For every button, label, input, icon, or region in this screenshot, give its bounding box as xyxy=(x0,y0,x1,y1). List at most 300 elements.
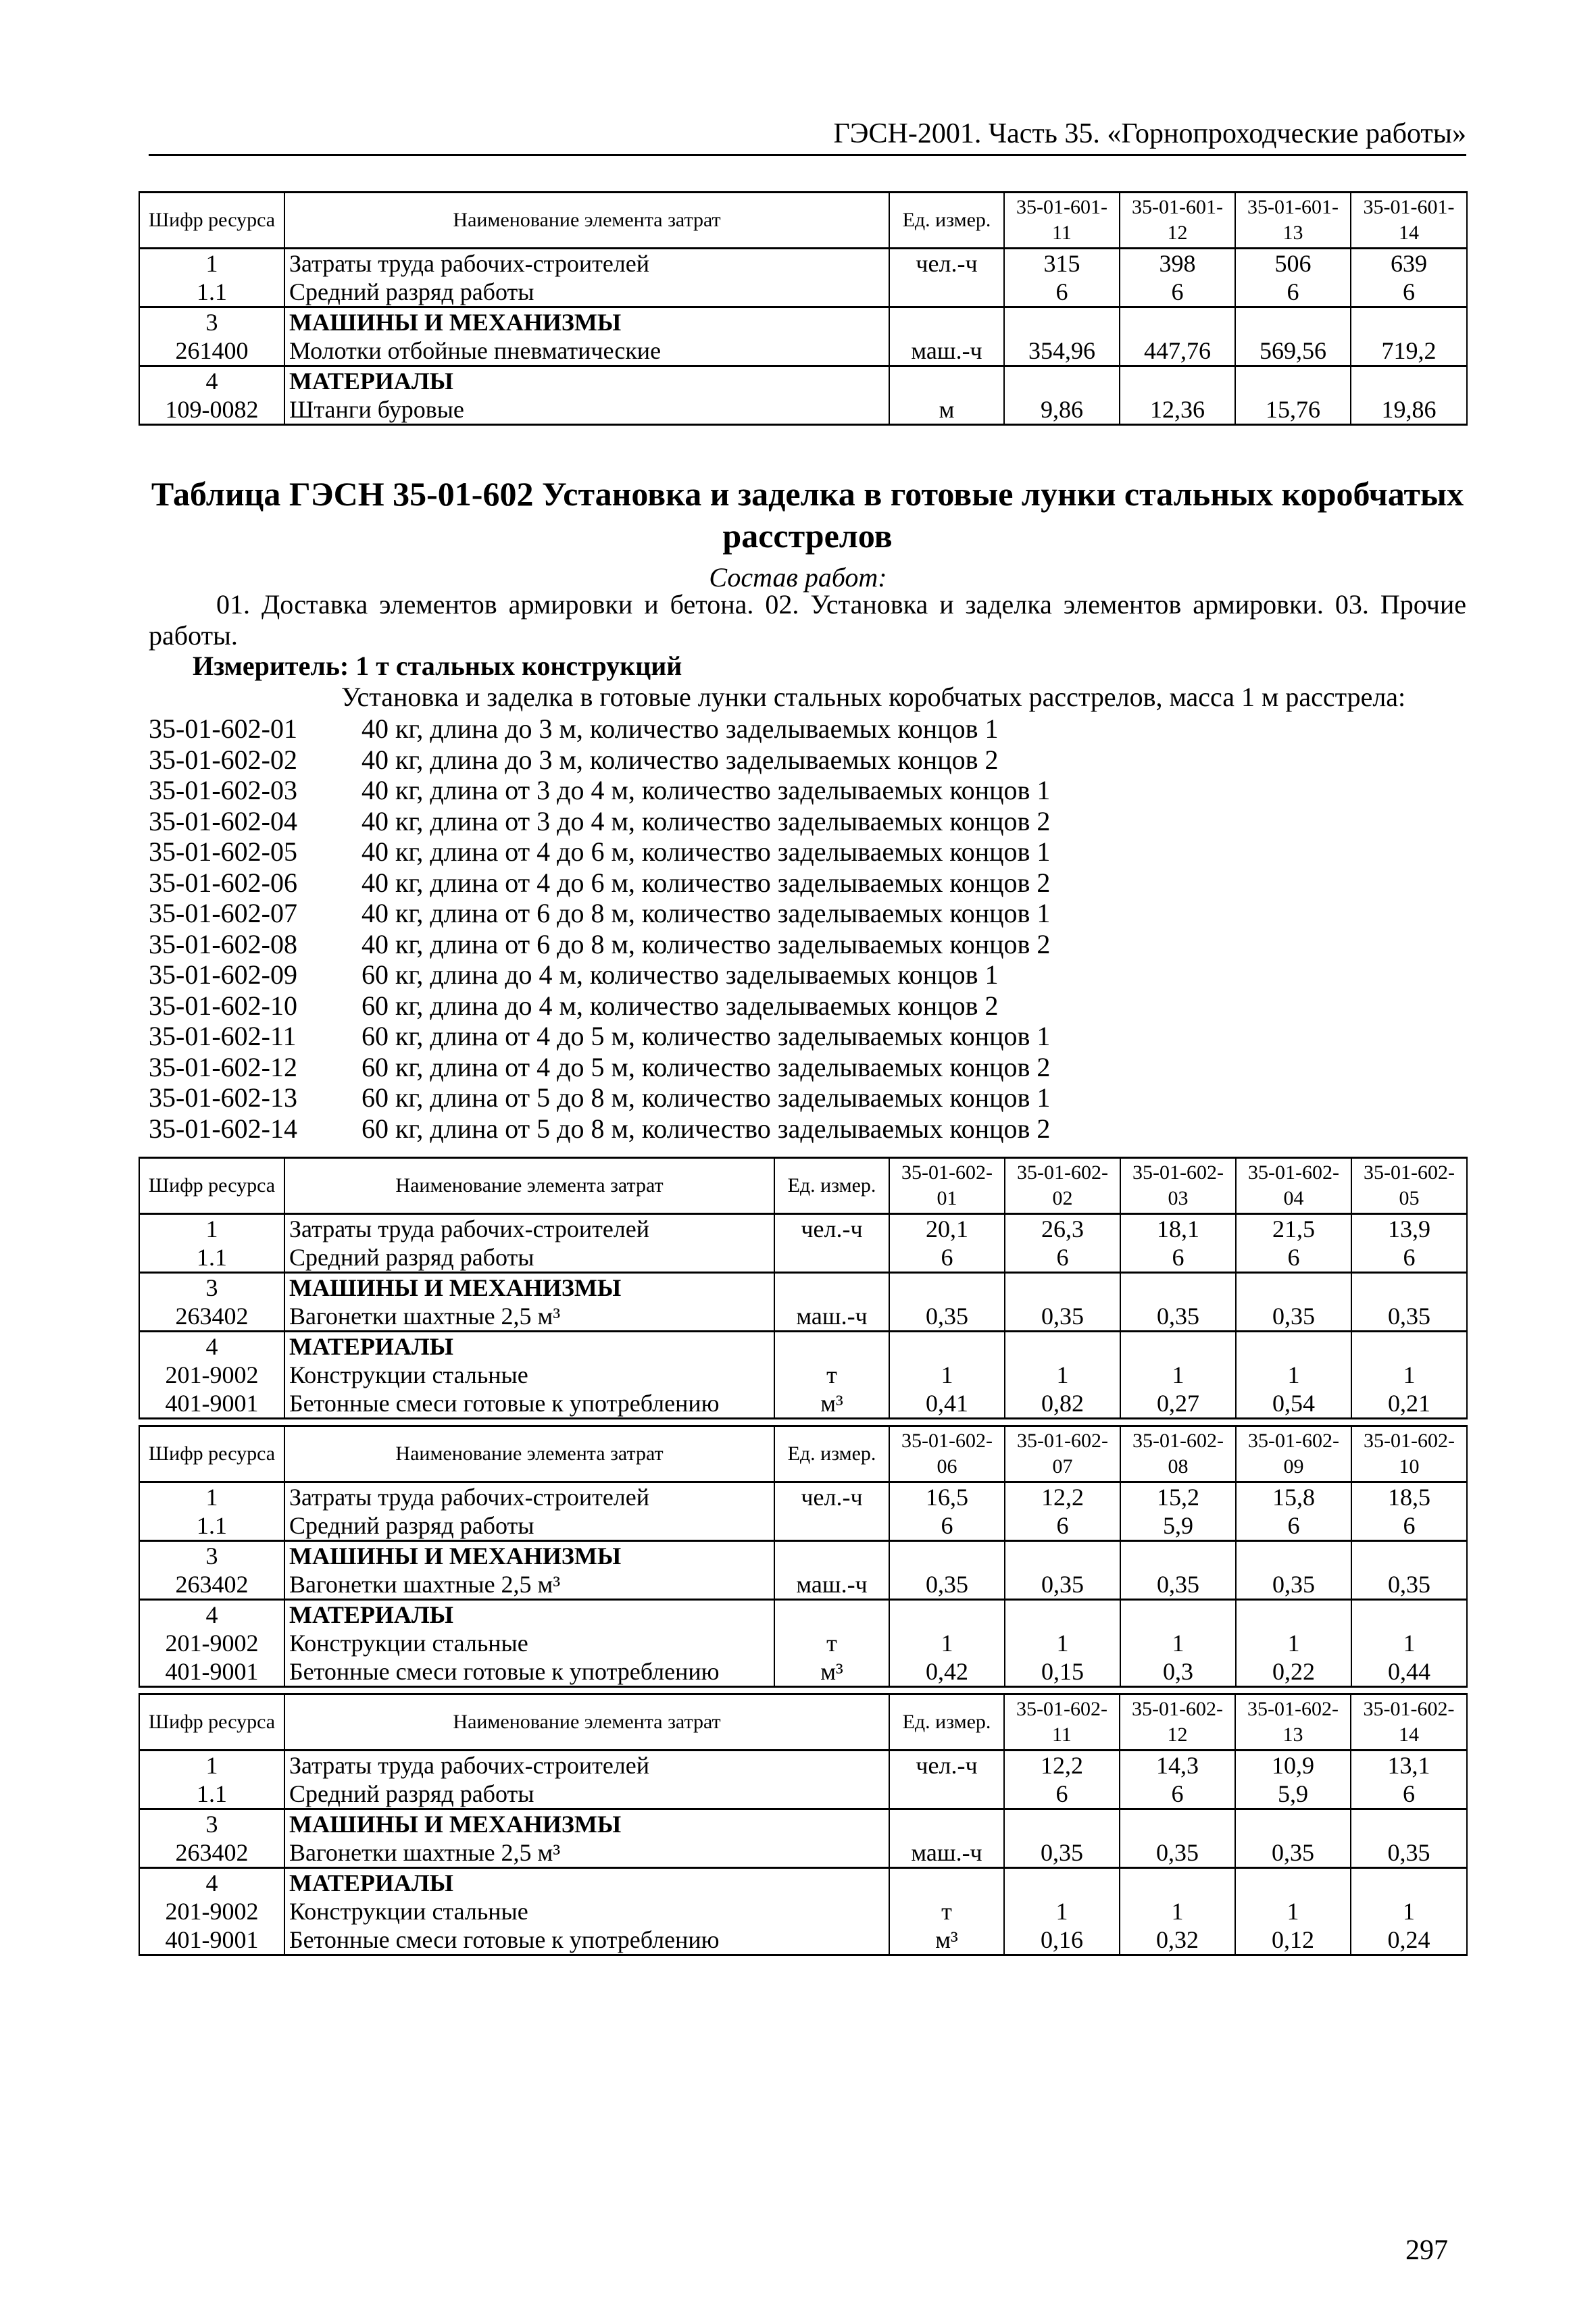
value-cell: 0,35 xyxy=(1120,1302,1236,1332)
unit-cell: маш.-ч xyxy=(774,1302,889,1332)
value-cell xyxy=(1005,1541,1120,1571)
value-cell xyxy=(1351,1809,1467,1839)
group-heading: МАШИНЫ И МЕХАНИЗМЫ xyxy=(284,307,889,337)
value-cell: 1 xyxy=(1120,1897,1235,1926)
resource-code: 263402 xyxy=(139,1302,284,1332)
cost-element-name: Конструкции стальные xyxy=(284,1361,774,1389)
value-cell: 15,76 xyxy=(1235,395,1351,425)
norm-list-intro: Установка и заделка в готовые лунки стальных коробчатых расстрелов, масса 1 м расстрела: xyxy=(341,682,1406,712)
cost-element-name: Затраты труда рабочих-строителей xyxy=(284,1482,774,1512)
value-cell: 18,5 xyxy=(1351,1482,1467,1512)
header-name: Наименование элемента затрат xyxy=(284,1426,774,1482)
norm-code: 35-01-602-10 xyxy=(149,990,297,1021)
value-cell: 0,3 xyxy=(1120,1657,1236,1687)
header-norm-code: 35-01-602-13 xyxy=(1235,1694,1351,1751)
unit-cell: чел.-ч xyxy=(774,1482,889,1512)
value-cell xyxy=(1351,307,1467,337)
table-row xyxy=(139,307,1467,337)
cost-element-name: Средний разряд работы xyxy=(284,1243,774,1273)
norm-code: 35-01-602-03 xyxy=(149,775,297,805)
table-row xyxy=(139,1897,1467,1926)
norm-description: 40 кг, длина от 6 до 8 м, количество заделываемых концов 2 xyxy=(361,928,1051,959)
header-unit: Ед. измер. xyxy=(889,193,1004,249)
unit-cell xyxy=(889,278,1004,307)
value-cell: 447,76 xyxy=(1120,336,1235,366)
table-row xyxy=(139,1809,1467,1839)
resource-code: 1 xyxy=(139,1214,284,1244)
unit-cell: т xyxy=(774,1629,889,1657)
value-cell xyxy=(1120,1541,1236,1571)
unit-cell xyxy=(889,1809,1004,1839)
cost-element-name: Конструкции стальные xyxy=(284,1629,774,1657)
value-cell: 506 xyxy=(1235,249,1351,278)
table-row xyxy=(139,1243,1467,1273)
table-row xyxy=(139,1868,1467,1898)
header-norm-code: 35-01-601-12 xyxy=(1120,193,1235,249)
value-cell: 0,35 xyxy=(889,1570,1005,1600)
header-norm-code: 35-01-602-07 xyxy=(1005,1426,1120,1482)
header-norm-code: 35-01-602-05 xyxy=(1351,1158,1467,1214)
unit-cell: чел.-ч xyxy=(889,249,1004,278)
list-item xyxy=(149,1052,1050,1083)
value-cell: 1 xyxy=(1351,1897,1467,1926)
cost-element-name: Конструкции стальные xyxy=(284,1897,889,1926)
value-cell xyxy=(1005,1273,1120,1303)
table-row xyxy=(139,1838,1467,1868)
unit-cell xyxy=(774,1332,889,1361)
unit-cell: т xyxy=(889,1897,1004,1926)
value-cell xyxy=(1351,1868,1467,1898)
value-cell: 0,16 xyxy=(1004,1926,1120,1955)
unit-cell xyxy=(774,1243,889,1273)
value-cell: 1 xyxy=(1004,1897,1120,1926)
unit-cell: т xyxy=(774,1361,889,1389)
resource-code: 201-9002 xyxy=(139,1629,284,1657)
value-cell xyxy=(889,1332,1005,1361)
unit-cell: м³ xyxy=(774,1657,889,1687)
value-cell: 0,21 xyxy=(1351,1389,1467,1419)
resource-code: 401-9001 xyxy=(139,1926,284,1955)
norm-description: 60 кг, длина до 4 м, количество заделываемых концов 2 xyxy=(361,990,999,1021)
resource-code: 401-9001 xyxy=(139,1657,284,1687)
norm-description: 40 кг, длина от 4 до 6 м, количество заделываемых концов 1 xyxy=(361,836,1051,867)
unit-cell xyxy=(889,307,1004,337)
value-cell: 0,35 xyxy=(1004,1838,1120,1868)
group-heading: МАТЕРИАЛЫ xyxy=(284,1600,774,1630)
value-cell: 0,35 xyxy=(1005,1302,1120,1332)
cost-element-name: Затраты труда рабочих-строителей xyxy=(284,1751,889,1780)
header-norm-code: 35-01-602-01 xyxy=(889,1158,1005,1214)
norm-description: 60 кг, длина от 5 до 8 м, количество заделываемых концов 2 xyxy=(361,1113,1051,1144)
value-cell: 639 xyxy=(1351,249,1467,278)
norm-description: 40 кг, длина до 3 м, количество заделываемых концов 1 xyxy=(361,713,999,744)
value-cell: 1 xyxy=(1235,1897,1351,1926)
table-row xyxy=(139,1657,1467,1687)
value-cell: 15,8 xyxy=(1236,1482,1351,1512)
value-cell: 9,86 xyxy=(1004,395,1120,425)
norm-description: 60 кг, длина от 5 до 8 м, количество заделываемых концов 1 xyxy=(361,1082,1051,1113)
table-title xyxy=(149,473,1466,557)
value-cell: 10,9 xyxy=(1235,1751,1351,1780)
table-row xyxy=(139,1482,1467,1512)
cost-element-name: Вагонетки шахтные 2,5 м³ xyxy=(284,1838,889,1868)
norm-table-602-06-10 xyxy=(139,1425,1468,1688)
norm-description: 40 кг, длина от 4 до 6 м, количество заделываемых концов 2 xyxy=(361,867,1051,898)
header-norm-code: 35-01-602-08 xyxy=(1120,1426,1236,1482)
value-cell: 0,35 xyxy=(1351,1838,1467,1868)
header-norm-code: 35-01-602-02 xyxy=(1005,1158,1120,1214)
list-item xyxy=(149,775,1050,806)
header-norm-code: 35-01-602-12 xyxy=(1120,1694,1235,1751)
value-cell xyxy=(1004,366,1120,396)
resource-code: 109-0082 xyxy=(139,395,284,425)
value-cell: 6 xyxy=(1120,1243,1236,1273)
norm-description: 40 кг, длина от 3 до 4 м, количество заделываемых концов 2 xyxy=(361,805,1051,836)
value-cell: 13,9 xyxy=(1351,1214,1467,1244)
norm-code: 35-01-602-02 xyxy=(149,744,297,775)
value-cell: 0,12 xyxy=(1235,1926,1351,1955)
table-row xyxy=(139,1214,1467,1244)
value-cell: 0,35 xyxy=(1120,1570,1236,1600)
value-cell: 12,36 xyxy=(1120,395,1235,425)
norm-code: 35-01-602-11 xyxy=(149,1021,297,1051)
group-heading: МАТЕРИАЛЫ xyxy=(284,1332,774,1361)
value-cell xyxy=(1235,1809,1351,1839)
value-cell: 5,9 xyxy=(1235,1780,1351,1809)
norm-description: 40 кг, длина от 3 до 4 м, количество заделываемых концов 1 xyxy=(361,775,1051,805)
resource-code: 1 xyxy=(139,1751,284,1780)
header-norm-code: 35-01-602-04 xyxy=(1236,1158,1351,1214)
header-norm-code: 35-01-601-14 xyxy=(1351,193,1467,249)
work-composition-text: 01. Доставка элементов армировки и бетона. 02. Установка и заделка элементов армировки. 03. Прочие работы. xyxy=(149,589,1466,651)
value-cell: 1 xyxy=(1120,1629,1236,1657)
value-cell: 398 xyxy=(1120,249,1235,278)
value-cell: 6 xyxy=(1351,1511,1467,1541)
cost-element-name: Затраты труда рабочих-строителей xyxy=(284,1214,774,1244)
value-cell xyxy=(1120,1273,1236,1303)
resource-code: 1 xyxy=(139,249,284,278)
cost-element-name: Бетонные смеси готовые к употреблению xyxy=(284,1389,774,1419)
table-row xyxy=(139,366,1467,396)
value-cell xyxy=(1235,1868,1351,1898)
header-norm-code: 35-01-601-11 xyxy=(1004,193,1120,249)
value-cell: 21,5 xyxy=(1236,1214,1351,1244)
value-cell xyxy=(1351,1332,1467,1361)
value-cell: 26,3 xyxy=(1005,1214,1120,1244)
value-cell xyxy=(1005,1600,1120,1630)
value-cell: 1 xyxy=(1236,1629,1351,1657)
cost-element-name: Штанги буровые xyxy=(284,395,889,425)
norm-code: 35-01-602-01 xyxy=(149,713,297,744)
table-row xyxy=(139,249,1467,278)
value-cell: 6 xyxy=(1351,278,1467,307)
value-cell: 6 xyxy=(1120,1780,1235,1809)
unit-of-measure: Измеритель: 1 т стальных конструкций xyxy=(193,651,682,681)
resource-code: 1.1 xyxy=(139,1511,284,1541)
value-cell: 0,35 xyxy=(1351,1570,1467,1600)
unit-cell xyxy=(889,366,1004,396)
value-cell: 0,15 xyxy=(1005,1657,1120,1687)
header-norm-code: 35-01-601-13 xyxy=(1235,193,1351,249)
value-cell: 569,56 xyxy=(1235,336,1351,366)
unit-cell xyxy=(774,1541,889,1571)
value-cell: 0,82 xyxy=(1005,1389,1120,1419)
value-cell xyxy=(1120,1332,1236,1361)
value-cell: 0,35 xyxy=(1351,1302,1467,1332)
norm-code: 35-01-602-14 xyxy=(149,1113,297,1144)
value-cell xyxy=(1236,1332,1351,1361)
list-item xyxy=(149,867,1050,899)
value-cell: 0,35 xyxy=(1236,1570,1351,1600)
table-row xyxy=(139,1332,1467,1361)
work-composition-label: Состав работ: xyxy=(709,562,887,593)
list-item xyxy=(149,745,1050,776)
table-title-line-2: расстрелов xyxy=(722,517,893,555)
value-cell xyxy=(1120,366,1235,396)
value-cell: 15,2 xyxy=(1120,1482,1236,1512)
page-number: 297 xyxy=(1405,2235,1448,2266)
resource-code: 201-9002 xyxy=(139,1897,284,1926)
cost-element-name: Вагонетки шахтные 2,5 м³ xyxy=(284,1302,774,1332)
value-cell: 6 xyxy=(1120,278,1235,307)
resource-code: 401-9001 xyxy=(139,1389,284,1419)
header-name: Наименование элемента затрат xyxy=(284,1158,774,1214)
value-cell: 6 xyxy=(1004,1780,1120,1809)
unit-cell: м³ xyxy=(889,1926,1004,1955)
resource-code: 263402 xyxy=(139,1838,284,1868)
cost-element-name: Бетонные смеси готовые к употреблению xyxy=(284,1926,889,1955)
norm-code: 35-01-602-04 xyxy=(149,805,297,836)
value-cell xyxy=(1351,1600,1467,1630)
header-norm-code: 35-01-602-14 xyxy=(1351,1694,1467,1751)
value-cell: 1 xyxy=(1351,1361,1467,1389)
table-row xyxy=(139,1541,1467,1571)
resource-code: 201-9002 xyxy=(139,1361,284,1389)
running-header: ГЭСН-2001. Часть 35. «Горнопроходческие работы» xyxy=(149,114,1466,156)
value-cell xyxy=(1004,307,1120,337)
resource-code: 4 xyxy=(139,366,284,396)
value-cell xyxy=(1236,1541,1351,1571)
unit-cell xyxy=(889,1780,1004,1809)
unit-cell: чел.-ч xyxy=(889,1751,1004,1780)
norm-table-602-01-05 xyxy=(139,1157,1468,1419)
value-cell xyxy=(1120,307,1235,337)
value-cell: 1 xyxy=(1351,1629,1467,1657)
value-cell: 6 xyxy=(1235,278,1351,307)
value-cell xyxy=(1235,307,1351,337)
value-cell: 0,35 xyxy=(889,1302,1005,1332)
value-cell: 1 xyxy=(1005,1629,1120,1657)
value-cell: 6 xyxy=(1005,1243,1120,1273)
value-cell: 0,35 xyxy=(1005,1570,1120,1600)
value-cell xyxy=(1236,1273,1351,1303)
value-cell: 6 xyxy=(1004,278,1120,307)
value-cell: 0,35 xyxy=(1120,1838,1235,1868)
header-norm-code: 35-01-602-09 xyxy=(1236,1426,1351,1482)
header-unit: Ед. измер. xyxy=(774,1158,889,1214)
list-item xyxy=(149,836,1050,867)
value-cell xyxy=(1004,1868,1120,1898)
value-cell: 20,1 xyxy=(889,1214,1005,1244)
value-cell xyxy=(1120,1809,1235,1839)
value-cell: 6 xyxy=(1351,1780,1467,1809)
norm-code: 35-01-602-07 xyxy=(149,898,297,928)
value-cell xyxy=(1236,1600,1351,1630)
table-row xyxy=(139,1570,1467,1600)
cost-element-name: Бетонные смеси готовые к употреблению xyxy=(284,1657,774,1687)
value-cell xyxy=(1351,1273,1467,1303)
value-cell: 6 xyxy=(889,1243,1005,1273)
value-cell: 0,35 xyxy=(1236,1302,1351,1332)
header-norm-code: 35-01-602-10 xyxy=(1351,1426,1467,1482)
unit-cell: чел.-ч xyxy=(774,1214,889,1244)
unit-cell xyxy=(774,1273,889,1303)
unit-cell xyxy=(889,1868,1004,1898)
list-item xyxy=(149,806,1050,837)
value-cell: 354,96 xyxy=(1004,336,1120,366)
cost-element-name: Средний разряд работы xyxy=(284,1511,774,1541)
table-row xyxy=(139,1751,1467,1780)
group-heading: МАТЕРИАЛЫ xyxy=(284,366,889,396)
norm-description: 40 кг, длина от 6 до 8 м, количество заделываемых концов 1 xyxy=(361,898,1051,928)
norm-description: 60 кг, длина от 4 до 5 м, количество заделываемых концов 2 xyxy=(361,1051,1051,1082)
list-item xyxy=(149,1021,1050,1052)
header-unit: Ед. измер. xyxy=(774,1426,889,1482)
norm-code: 35-01-602-06 xyxy=(149,867,297,898)
table-row xyxy=(139,1361,1467,1389)
norm-code: 35-01-602-09 xyxy=(149,959,297,990)
resource-code: 1.1 xyxy=(139,278,284,307)
cost-element-name: Молотки отбойные пневматические xyxy=(284,336,889,366)
group-heading: МАШИНЫ И МЕХАНИЗМЫ xyxy=(284,1273,774,1303)
header-code: Шифр ресурса xyxy=(139,1694,284,1751)
resource-code: 3 xyxy=(139,1541,284,1571)
list-item xyxy=(149,898,1050,929)
resource-code: 3 xyxy=(139,1273,284,1303)
list-item xyxy=(149,1082,1050,1113)
norm-description: 40 кг, длина до 3 м, количество заделываемых концов 2 xyxy=(361,744,999,775)
header-norm-code: 35-01-602-06 xyxy=(889,1426,1005,1482)
group-heading: МАШИНЫ И МЕХАНИЗМЫ xyxy=(284,1809,889,1839)
table-row xyxy=(139,1600,1467,1630)
norm-code: 35-01-602-13 xyxy=(149,1082,297,1113)
value-cell: 0,22 xyxy=(1236,1657,1351,1687)
group-heading: МАТЕРИАЛЫ xyxy=(284,1868,889,1898)
resource-code: 1.1 xyxy=(139,1780,284,1809)
header-code: Шифр ресурса xyxy=(139,193,284,249)
header-code: Шифр ресурса xyxy=(139,1158,284,1214)
norm-table-601 xyxy=(139,191,1468,426)
value-cell xyxy=(889,1273,1005,1303)
value-cell: 0,54 xyxy=(1236,1389,1351,1419)
value-cell: 0,42 xyxy=(889,1657,1005,1687)
value-cell: 0,27 xyxy=(1120,1389,1236,1419)
value-cell: 13,1 xyxy=(1351,1751,1467,1780)
table-row xyxy=(139,1511,1467,1541)
value-cell: 18,1 xyxy=(1120,1214,1236,1244)
value-cell xyxy=(889,1600,1005,1630)
header-unit: Ед. измер. xyxy=(889,1694,1004,1751)
value-cell: 6 xyxy=(1236,1511,1351,1541)
value-cell: 6 xyxy=(1351,1243,1467,1273)
table-row xyxy=(139,1389,1467,1419)
value-cell: 6 xyxy=(889,1511,1005,1541)
resource-code: 3 xyxy=(139,1809,284,1839)
value-cell: 12,2 xyxy=(1005,1482,1120,1512)
value-cell: 0,32 xyxy=(1120,1926,1235,1955)
value-cell: 14,3 xyxy=(1120,1751,1235,1780)
value-cell: 0,35 xyxy=(1235,1838,1351,1868)
value-cell: 5,9 xyxy=(1120,1511,1236,1541)
table-header-row xyxy=(139,1158,1467,1214)
resource-code: 4 xyxy=(139,1600,284,1630)
value-cell xyxy=(1005,1332,1120,1361)
value-cell xyxy=(1120,1868,1235,1898)
value-cell: 6 xyxy=(1236,1243,1351,1273)
list-item xyxy=(149,1113,1050,1145)
header-name: Наименование элемента затрат xyxy=(284,1694,889,1751)
table-row xyxy=(139,1926,1467,1955)
resource-code: 1.1 xyxy=(139,1243,284,1273)
norm-table-602-11-14 xyxy=(139,1693,1468,1956)
norm-description: 60 кг, длина от 4 до 5 м, количество заделываемых концов 1 xyxy=(361,1021,1051,1051)
norm-description: 60 кг, длина до 4 м, количество заделываемых концов 1 xyxy=(361,959,999,990)
value-cell: 12,2 xyxy=(1004,1751,1120,1780)
table-title-line-1: Таблица ГЭСН 35-01-602 Установка и заделка в готовые лунки стальных коробчатых xyxy=(151,475,1464,513)
value-cell: 0,24 xyxy=(1351,1926,1467,1955)
table-header-row xyxy=(139,193,1467,249)
unit-cell: м³ xyxy=(774,1389,889,1419)
value-cell xyxy=(1351,1541,1467,1571)
list-item xyxy=(149,990,1050,1022)
unit-cell: маш.-ч xyxy=(889,1838,1004,1868)
value-cell: 1 xyxy=(1120,1361,1236,1389)
value-cell xyxy=(1351,366,1467,396)
table-row xyxy=(139,1302,1467,1332)
table-row xyxy=(139,1273,1467,1303)
list-item xyxy=(149,959,1050,990)
table-header-row xyxy=(139,1426,1467,1482)
list-item xyxy=(149,713,1050,745)
value-cell: 1 xyxy=(889,1629,1005,1657)
value-cell: 0,44 xyxy=(1351,1657,1467,1687)
table-row xyxy=(139,1780,1467,1809)
unit-cell xyxy=(774,1600,889,1630)
norm-list xyxy=(149,713,1050,1144)
table-row xyxy=(139,1629,1467,1657)
resource-code: 4 xyxy=(139,1868,284,1898)
value-cell xyxy=(1235,366,1351,396)
group-heading: МАШИНЫ И МЕХАНИЗМЫ xyxy=(284,1541,774,1571)
resource-code: 1 xyxy=(139,1482,284,1512)
header-code: Шифр ресурса xyxy=(139,1426,284,1482)
unit-cell: маш.-ч xyxy=(889,336,1004,366)
value-cell: 719,2 xyxy=(1351,336,1467,366)
resource-code: 261400 xyxy=(139,336,284,366)
header-norm-code: 35-01-602-11 xyxy=(1004,1694,1120,1751)
cost-element-name: Затраты труда рабочих-строителей xyxy=(284,249,889,278)
cost-element-name: Средний разряд работы xyxy=(284,1780,889,1809)
unit-cell: м xyxy=(889,395,1004,425)
value-cell xyxy=(1120,1600,1236,1630)
value-cell xyxy=(889,1541,1005,1571)
table-row xyxy=(139,336,1467,366)
unit-cell xyxy=(774,1511,889,1541)
value-cell: 1 xyxy=(1236,1361,1351,1389)
cost-element-name: Средний разряд работы xyxy=(284,278,889,307)
value-cell: 0,41 xyxy=(889,1389,1005,1419)
resource-code: 3 xyxy=(139,307,284,337)
